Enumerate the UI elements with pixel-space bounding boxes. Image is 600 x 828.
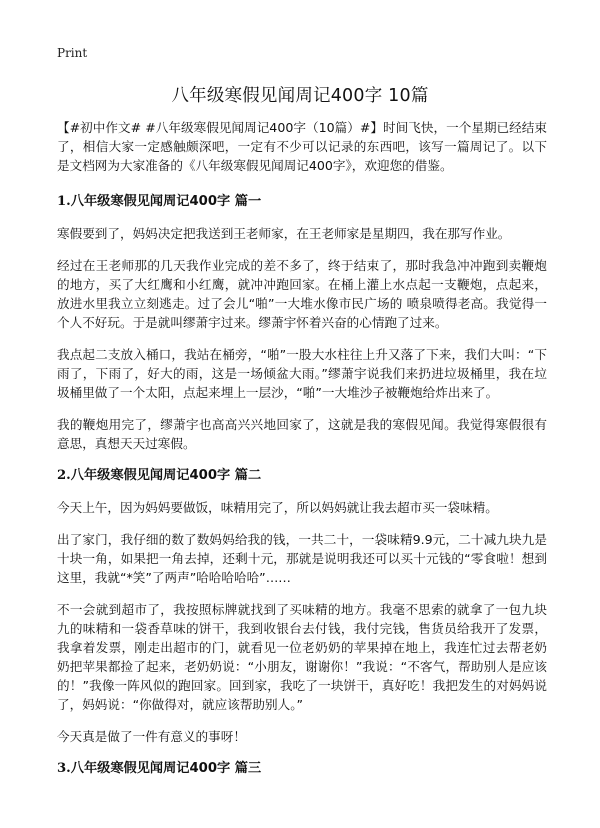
section-title: 八年级寒假见闻周记400字 篇三	[70, 761, 262, 776]
section-number: 3.	[57, 761, 71, 776]
section-heading	[57, 466, 547, 485]
section-title: 八年级寒假见闻周记400字 篇一	[70, 194, 262, 209]
section-heading	[57, 192, 547, 211]
paragraph: 今天上午，因为妈妈要做饭，味精用完了，所以妈妈就让我去超市买一袋味精。	[57, 500, 498, 515]
section-title: 八年级寒假见闻周记400字 篇二	[70, 468, 262, 483]
paragraph: 出了家门，我仔细的数了数妈妈给我的钱，一共二十，一袋味精9.9元，二十减九块九是十块一角，如果把一角去掉，还剩十元，那就是说明我还可以买十元钱的“零食啦！想到这里，我就“*笑”了两声”哈哈哈哈哈”……	[57, 532, 547, 585]
section-heading	[57, 759, 547, 778]
section-number: 2.	[57, 468, 71, 483]
article-body	[57, 118, 547, 791]
page-title: 八年级寒假见闻周记400字 10篇	[171, 86, 429, 106]
paragraph: 今天真是做了一件有意义的事呀！	[57, 729, 246, 744]
paragraph: 我的鞭炮用完了，缪萧宇也高高兴兴地回家了，这就是我的寒假见闻。我觉得寒假很有意思，真想天天过寒假。	[57, 417, 547, 451]
paragraph: 不一会就到超市了，我按照标牌就找到了买味精的地方。我毫不思索的就拿了一包九块九的味精和一袋香草味的饼干，我到收银台去付钱，我付完钱，售货员给我开了发票，我拿着发票，刚走出超市的门，就看见一位老奶奶的苹果掉在地上，我连忙过去帮老奶奶把苹果都捡了起来，老奶奶说：“小朋友，谢谢你！”我说：“不客气，帮助别人是应该的！”我像一阵风似的跑回家。回到家，我吃了一块饼干，真好吃！我把发生的对妈妈说了，妈妈说：“你做得对，就应该帮助别人。”	[57, 602, 547, 712]
paragraph: 我点起二支放入桶口，我站在桶旁，“啪”一股大水柱往上升又落了下来，我们大叫：“下雨了，下雨了，好大的雨，这是一场倾盆大雨。”缪萧宇说我们来扔进垃圾桶里，我在垃圾桶里做了一个太阳，点起来埋上一层沙，“啪”一大堆沙子被鞭炮给炸出来了。	[57, 347, 547, 400]
section-number: 1.	[57, 194, 71, 209]
paragraph: 寒假要到了，妈妈决定把我送到王老师家，在王老师家是星期四，我在那写作业。	[57, 226, 511, 241]
intro-paragraph: 【#初中作文# #八年级寒假见闻周记400字（10篇）#】时间飞快，一个星期已经结束了，相信大家一定感触颇深吧，一定有不少可以记录的东西吧，该写一篇周记了。以下是文档网为大家准备的《八年级寒假见闻周记400字》，欢迎您的借鉴。	[57, 120, 547, 173]
print-link[interactable]: Print	[57, 46, 88, 60]
paragraph: 经过在王老师那的几天我作业完成的差不多了，终于结束了，那时我急冲冲跑到卖鞭炮的地方，买了大红鹰和小红鹰，就冲冲跑回家。在桶上灌上水点起一支鞭炮，点起来，放进水里我立立刻逃走。过了会儿“啪”一大堆水像市民广场的 喷泉喷得老高。我觉得一个人不好玩。于是就叫缪萧宇过来。缪萧宇怀着兴奋的心情跑了过来。	[57, 258, 547, 330]
